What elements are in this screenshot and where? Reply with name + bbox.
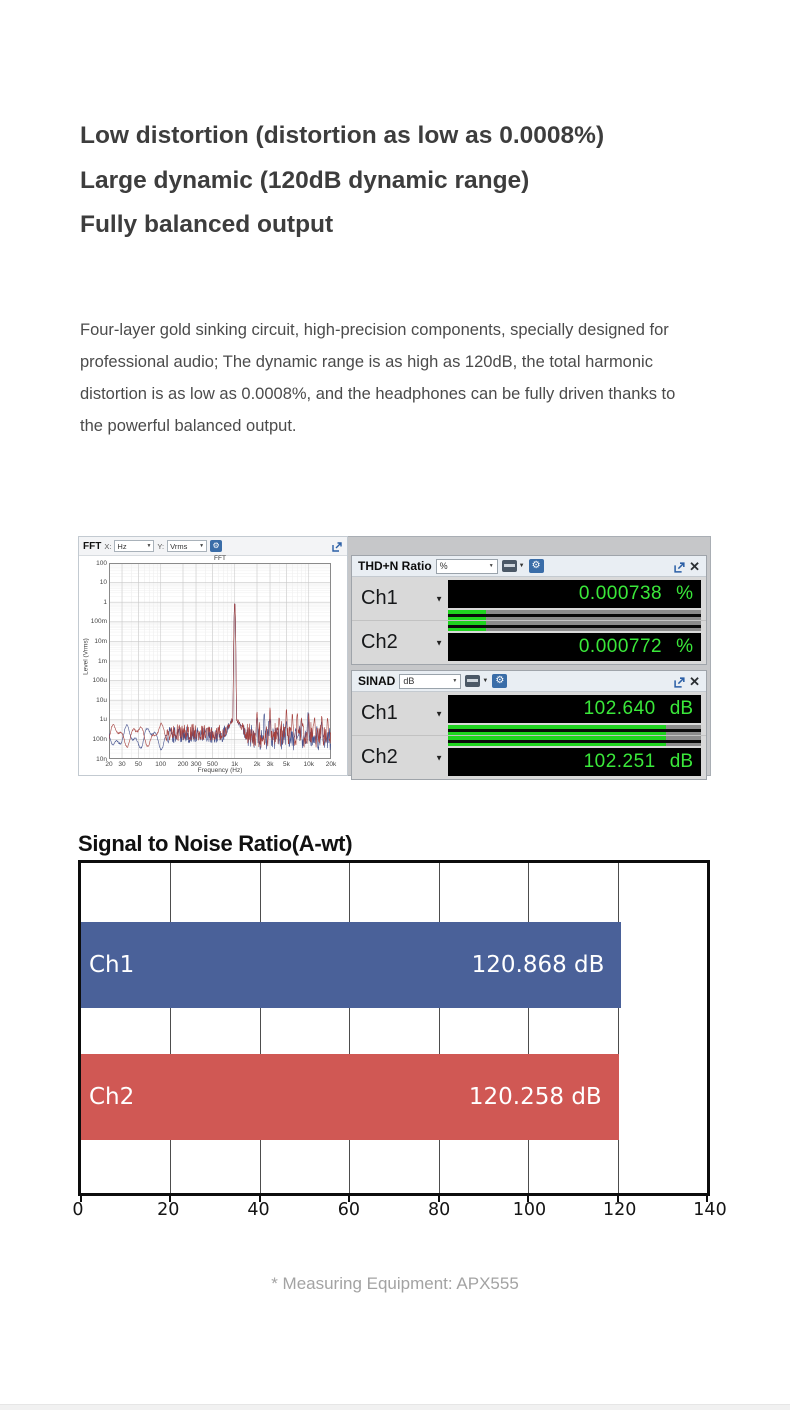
sinad-ch2-meter xyxy=(448,736,701,746)
fft-y-axis-label: Level (Vrms) xyxy=(82,638,90,675)
sinad-unit-dropdown[interactable] xyxy=(399,674,461,689)
headline-block xyxy=(80,114,604,248)
description-paragraph: Four-layer gold sinking circuit, high-precision components, specially designed for professional audio; The dynamic range is as high as 120dB, the total harmonic distortion is as low as 0.0008%, and the headphones can be fully driven thanks to the powerful balanced output. xyxy=(80,320,676,435)
sinad-body xyxy=(352,692,706,779)
channel-label: Ch2 xyxy=(361,746,398,768)
bar-label: Ch2 xyxy=(89,1084,135,1110)
snr-bar-ch2 xyxy=(81,1054,619,1140)
sinad-ch2-lcd xyxy=(448,748,701,776)
thdn-ch2-value: 0.000772 xyxy=(578,636,663,657)
sinad-panel xyxy=(351,670,707,780)
thdn-header xyxy=(352,556,706,577)
fft-x-unit-value: Hz xyxy=(117,541,127,551)
sinad-ch1-value: 102.640 xyxy=(583,698,656,719)
thdn-ch1-selector[interactable] xyxy=(352,577,448,620)
sinad-ch1-meter xyxy=(448,725,701,735)
thdn-ch1-meter xyxy=(448,610,701,620)
thdn-unit-dropdown[interactable] xyxy=(436,559,498,574)
channel-label: Ch2 xyxy=(361,631,398,653)
thdn-ch2-unit: % xyxy=(676,636,693,657)
chevron-down-icon: ▼ xyxy=(435,594,443,603)
sinad-title: SINAD xyxy=(358,674,396,688)
fft-y-unit-dropdown[interactable] xyxy=(167,540,207,552)
close-icon[interactable]: ✕ xyxy=(689,673,700,689)
thdn-ch2-lcd xyxy=(448,633,701,661)
thdn-ch2-selector[interactable] xyxy=(352,621,448,664)
sinad-ch2-selector[interactable] xyxy=(352,736,448,779)
chevron-down-icon: ▼ xyxy=(518,563,525,569)
chevron-down-icon: ▼ xyxy=(435,753,443,762)
bar-value: 120.868 dB xyxy=(471,952,605,978)
settings-gear-icon[interactable]: ⚙ xyxy=(210,540,222,552)
fft-x-axis-select-label: X: xyxy=(104,541,112,551)
fft-x-unit-dropdown[interactable] xyxy=(114,540,154,552)
close-icon[interactable]: ✕ xyxy=(689,558,700,574)
measuring-equipment-note: * Measuring Equipment: APX555 xyxy=(271,1274,519,1293)
fft-plot xyxy=(109,563,331,759)
thdn-ch2-meter xyxy=(448,621,701,631)
bar-label: Ch1 xyxy=(89,952,135,978)
snr-chart-title: Signal to Noise Ratio(A-wt) xyxy=(78,831,353,856)
fft-x-axis-label: Frequency (Hz) xyxy=(197,767,243,774)
thdn-ch1-row xyxy=(352,577,706,621)
sinad-ch1-readout xyxy=(448,692,701,735)
audio-analyzer-screenshot xyxy=(78,536,711,776)
fft-plot-title: FFT xyxy=(214,555,226,562)
chevron-down-icon: ▼ xyxy=(482,678,489,684)
sinad-ch2-row xyxy=(352,736,706,779)
thdn-title: THD+N Ratio xyxy=(358,559,432,573)
sinad-ch2-unit: dB xyxy=(669,751,693,772)
sinad-ch1-lcd xyxy=(448,695,701,723)
thdn-body xyxy=(352,577,706,664)
sinad-ch2-readout xyxy=(448,736,701,779)
sinad-ch2-value: 102.251 xyxy=(583,751,656,772)
popout-icon[interactable] xyxy=(332,541,343,552)
settings-gear-icon[interactable]: ⚙ xyxy=(492,674,507,688)
chevron-down-icon: ▼ xyxy=(488,563,494,569)
snr-chart xyxy=(78,860,710,1196)
snr-x-tick-labels: 0 20 40 60 80 100 120 140 xyxy=(72,1200,727,1220)
thdn-unit-value: % xyxy=(439,561,448,571)
chevron-down-icon: ▼ xyxy=(146,543,152,549)
thdn-panel xyxy=(351,555,707,665)
sinad-ch1-row xyxy=(352,692,706,736)
display-mode-icon[interactable] xyxy=(465,675,480,687)
thdn-ch1-unit: % xyxy=(676,583,693,604)
chevron-down-icon: ▼ xyxy=(435,638,443,647)
fft-panel: FFT X: Hz ▼ Y: Vrms ▼ ⚙ FFT 100 10 1 100m 10m 1m 100u 10u 1u 100n 10n 20 30 50 100 200 300 500 1k 2k 3k 5k 10k 20k Level (Vrms) Frequency (Hz) xyxy=(78,536,348,776)
fft-y-axis-select-label: Y: xyxy=(157,541,165,551)
fft-y-unit-value: Vrms xyxy=(170,541,188,551)
fft-tab-label: FFT xyxy=(83,540,102,552)
popout-icon[interactable] xyxy=(674,676,685,687)
display-mode-icon[interactable] xyxy=(502,560,517,572)
popout-icon[interactable] xyxy=(674,561,685,572)
sinad-ch1-unit: dB xyxy=(669,698,693,719)
chevron-down-icon: ▼ xyxy=(435,709,443,718)
headline-line-3: Fully balanced output xyxy=(80,211,334,238)
snr-bar-ch1 xyxy=(81,922,621,1008)
thdn-ch1-value: 0.000738 xyxy=(578,583,663,604)
thdn-ch1-lcd xyxy=(448,580,701,608)
thdn-ch2-row xyxy=(352,621,706,664)
meter-panels xyxy=(348,536,711,776)
bottom-strip xyxy=(0,1404,790,1410)
channel-label: Ch1 xyxy=(361,587,398,609)
chevron-down-icon: ▼ xyxy=(452,678,458,684)
headline-line-1: Low distortion (distortion as low as 0.0008%) xyxy=(80,122,605,149)
headline-line-2: Large dynamic (120dB dynamic range) xyxy=(80,166,530,194)
channel-label: Ch1 xyxy=(361,702,398,724)
sinad-header xyxy=(352,671,706,692)
thdn-ch1-readout xyxy=(448,577,701,620)
settings-gear-icon[interactable]: ⚙ xyxy=(529,559,544,573)
chevron-down-icon: ▼ xyxy=(199,543,205,549)
fft-toolbar xyxy=(79,537,347,556)
sinad-unit-value: dB xyxy=(403,676,415,686)
thdn-ch2-readout xyxy=(448,621,701,664)
sinad-ch1-selector[interactable] xyxy=(352,692,448,735)
bar-value: 120.258 dB xyxy=(468,1084,602,1110)
